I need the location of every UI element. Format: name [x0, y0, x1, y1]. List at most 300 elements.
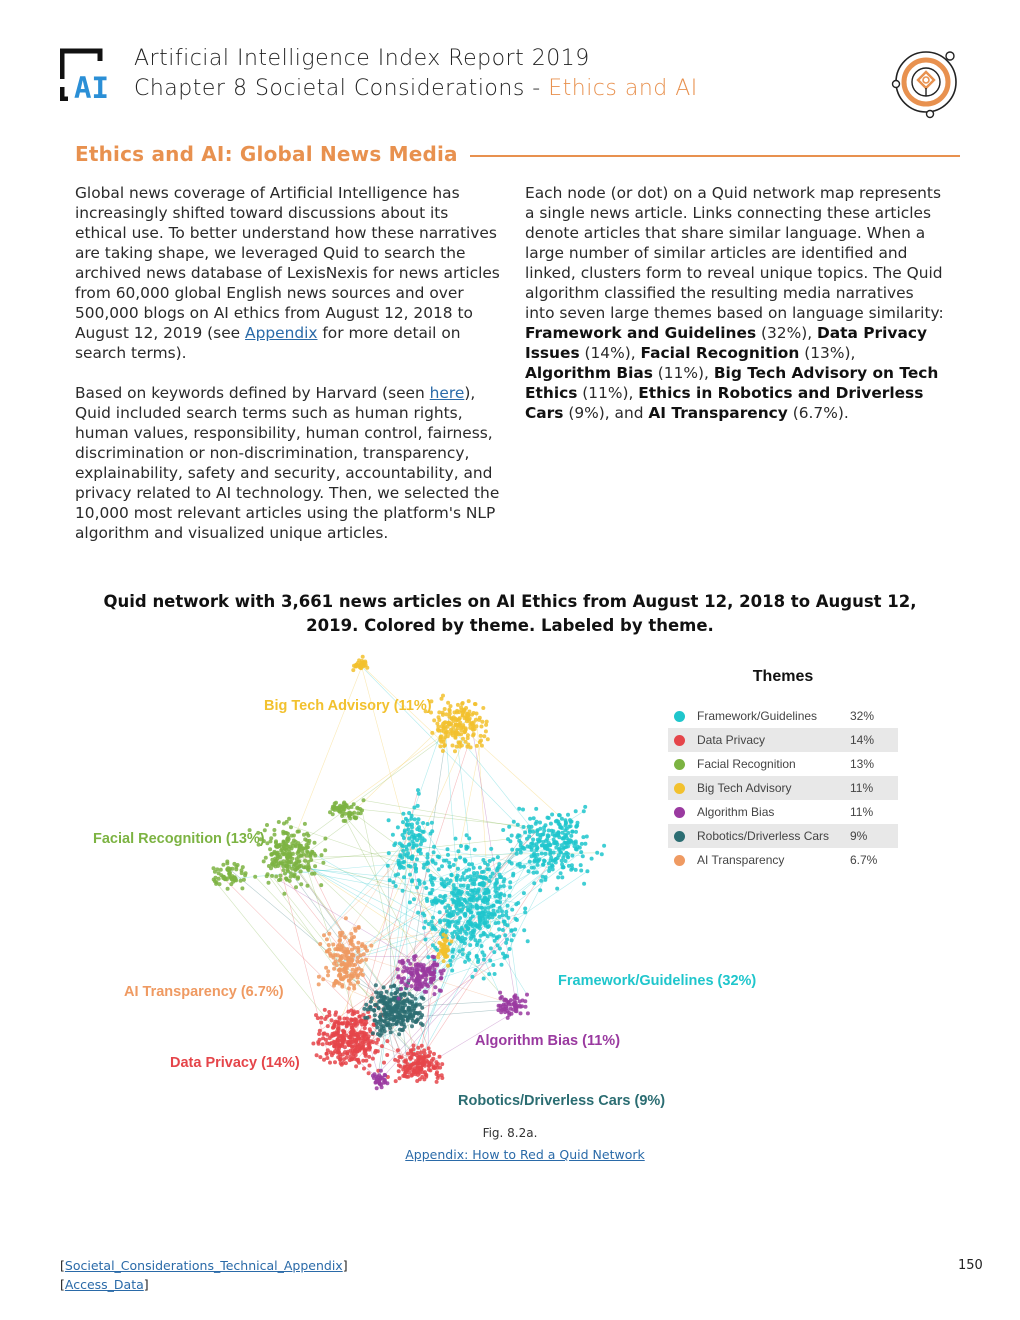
network-node	[375, 1022, 379, 1026]
network-node	[361, 1019, 365, 1023]
network-node	[380, 1044, 384, 1048]
network-node	[492, 912, 496, 916]
network-node	[455, 710, 459, 714]
network-node	[282, 868, 286, 872]
network-node	[450, 920, 454, 924]
network-node	[517, 807, 521, 811]
network-node	[354, 1018, 358, 1022]
network-node	[353, 963, 357, 967]
network-node	[475, 906, 479, 910]
network-node	[417, 792, 421, 796]
network-node	[582, 882, 586, 886]
network-node	[394, 1079, 398, 1083]
network-node	[385, 1023, 389, 1027]
network-node	[394, 884, 398, 888]
network-node	[405, 984, 409, 988]
network-node	[316, 1016, 320, 1020]
network-node	[434, 900, 438, 904]
network-node	[363, 1022, 367, 1026]
network-node	[419, 851, 423, 855]
network-node	[474, 968, 478, 972]
network-node	[363, 945, 367, 949]
theme-privacy: Data Privacy Issues	[525, 324, 927, 362]
network-node	[480, 906, 484, 910]
network-node	[385, 990, 389, 994]
network-node	[452, 715, 456, 719]
network-node	[346, 1010, 350, 1014]
network-node	[422, 926, 426, 930]
network-node	[396, 1048, 400, 1052]
network-node	[478, 882, 482, 886]
network-node	[281, 844, 285, 848]
network-link	[268, 874, 344, 978]
footer-appendix-link[interactable]: Societal_Considerations_Technical_Appendix	[64, 1258, 343, 1273]
network-node	[381, 1001, 385, 1005]
network-node	[392, 843, 396, 847]
network-node	[410, 984, 414, 988]
network-node	[534, 857, 538, 861]
network-node	[478, 866, 482, 870]
network-node	[348, 939, 352, 943]
network-node	[550, 813, 554, 817]
network-node	[469, 910, 473, 914]
network-node	[531, 838, 535, 842]
network-node	[345, 1052, 349, 1056]
network-node	[293, 862, 297, 866]
network-node	[419, 1022, 423, 1026]
network-node	[524, 1005, 528, 1009]
network-node	[429, 878, 433, 882]
network-node	[422, 866, 426, 870]
network-node	[552, 851, 556, 855]
network-node	[425, 983, 429, 987]
report-title: Artificial Intelligence Index Report 2019	[134, 46, 590, 71]
network-node	[354, 1045, 358, 1049]
network-node	[387, 851, 391, 855]
network-node	[469, 907, 473, 911]
network-node	[432, 845, 436, 849]
network-node	[475, 955, 479, 959]
network-node	[403, 1071, 407, 1075]
network-node	[467, 951, 471, 955]
quid-appendix-link[interactable]: Appendix: How to Red a Quid Network	[405, 1147, 645, 1162]
network-node	[328, 1061, 332, 1065]
section-divider	[470, 155, 960, 157]
network-node	[361, 655, 365, 659]
network-node	[498, 947, 502, 951]
network-node	[360, 661, 364, 665]
network-node	[397, 1055, 401, 1059]
network-node	[342, 1030, 346, 1034]
network-node	[467, 868, 471, 872]
network-node	[416, 788, 420, 792]
network-node	[430, 731, 434, 735]
network-node	[461, 701, 465, 705]
theme-facial: Facial Recognition	[640, 344, 800, 362]
network-node	[544, 823, 548, 827]
theme-pct: (6.7%).	[787, 404, 849, 422]
network-node	[361, 1046, 365, 1050]
network-node	[326, 973, 330, 977]
network-node	[559, 825, 563, 829]
network-node	[359, 811, 363, 815]
network-node	[459, 844, 463, 848]
network-node	[229, 882, 233, 886]
network-node	[287, 817, 291, 821]
network-node	[412, 1052, 416, 1056]
network-node	[356, 959, 360, 963]
theme-pct: (32%),	[756, 324, 818, 342]
network-node	[508, 894, 512, 898]
network-node	[502, 919, 506, 923]
network-node	[228, 871, 232, 875]
network-node	[325, 950, 329, 954]
harvard-link[interactable]: here	[429, 384, 465, 402]
network-node	[457, 890, 461, 894]
network-node	[505, 938, 509, 942]
network-node	[284, 876, 288, 880]
network-node	[340, 808, 344, 812]
network-node	[490, 915, 494, 919]
network-node	[408, 873, 412, 877]
network-node	[406, 819, 410, 823]
network-node	[498, 896, 502, 900]
network-node	[483, 932, 487, 936]
network-node	[446, 730, 450, 734]
network-node	[500, 995, 504, 999]
network-node	[585, 835, 589, 839]
footer-link-data-wrap: [Access_Data]	[60, 1277, 149, 1292]
label-privacy: Data Privacy (14%)	[170, 1055, 300, 1071]
network-node	[491, 857, 495, 861]
theme-framework: Framework and Guidelines	[525, 324, 757, 342]
network-node	[318, 942, 322, 946]
network-node	[458, 916, 462, 920]
network-node	[513, 993, 517, 997]
network-node	[368, 1005, 372, 1009]
network-node	[272, 850, 276, 854]
network-node	[493, 889, 497, 893]
network-node	[433, 927, 437, 931]
network-node	[403, 829, 407, 833]
network-node	[439, 989, 443, 993]
network-node	[335, 963, 339, 967]
network-node	[463, 937, 467, 941]
network-node	[397, 1032, 401, 1036]
network-node	[460, 908, 464, 912]
network-node	[232, 862, 236, 866]
network-node	[481, 900, 485, 904]
network-node	[356, 1010, 360, 1014]
network-node	[507, 825, 511, 829]
network-node	[306, 834, 310, 838]
network-node	[396, 976, 400, 980]
network-node	[327, 932, 331, 936]
network-node	[420, 1075, 424, 1079]
network-node	[535, 846, 539, 850]
network-node	[496, 900, 500, 904]
network-node	[281, 832, 285, 836]
legend-name: Data Privacy	[697, 733, 766, 747]
legend-item	[668, 800, 898, 824]
network-node	[313, 841, 317, 845]
network-node	[354, 1053, 358, 1057]
network-node	[448, 709, 452, 713]
network-node	[462, 884, 466, 888]
network-node	[445, 877, 449, 881]
network-node	[465, 891, 469, 895]
network-node	[373, 1051, 377, 1055]
network-node	[583, 842, 587, 846]
network-node	[470, 975, 474, 979]
network-node	[564, 859, 568, 863]
network-node	[325, 1033, 329, 1037]
network-node	[277, 820, 281, 824]
network-node	[311, 1042, 315, 1046]
network-node	[570, 830, 574, 834]
network-node	[476, 889, 480, 893]
network-node	[346, 1021, 350, 1025]
network-node	[333, 1060, 337, 1064]
network-node	[313, 864, 317, 868]
network-node	[385, 1039, 389, 1043]
network-node	[440, 724, 444, 728]
network-node	[510, 834, 514, 838]
network-node	[554, 841, 558, 845]
network-node	[343, 819, 347, 823]
network-node	[543, 852, 547, 856]
network-node	[332, 1024, 336, 1028]
label-transparency: AI Transparency (6.7%)	[124, 984, 284, 1000]
network-node	[376, 1032, 380, 1036]
network-node	[225, 877, 229, 881]
network-node	[415, 886, 419, 890]
legend-item	[668, 824, 898, 848]
network-node	[522, 825, 526, 829]
network-node	[480, 725, 484, 729]
network-node	[464, 845, 468, 849]
network-node	[556, 856, 560, 860]
network-node	[502, 880, 506, 884]
network-node	[420, 1044, 424, 1048]
network-node	[426, 822, 430, 826]
chapter-name: Chapter 8 Societal Considerations -	[134, 76, 549, 101]
network-node	[523, 999, 527, 1003]
network-node	[344, 1056, 348, 1060]
network-node	[331, 1051, 335, 1055]
network-node	[373, 1019, 377, 1023]
chapter-title	[134, 74, 698, 104]
theme-pct: (14%),	[579, 344, 641, 362]
chapter-subsection: Ethics and AI	[548, 76, 698, 101]
network-node	[561, 847, 565, 851]
network-node	[352, 935, 356, 939]
intro-text-end: for more detail on search terms).	[75, 324, 461, 362]
network-node	[420, 1006, 424, 1010]
network-node	[420, 1013, 424, 1017]
network-node	[407, 1006, 411, 1010]
legend-swatch	[674, 855, 685, 866]
network-node	[438, 744, 442, 748]
network-node	[273, 833, 277, 837]
network-node	[395, 1022, 399, 1026]
network-node	[437, 952, 441, 956]
network-node	[483, 912, 487, 916]
network-node	[448, 906, 452, 910]
network-node	[406, 851, 410, 855]
legend-name: Facial Recognition	[697, 757, 796, 771]
network-node	[535, 820, 539, 824]
network-node	[450, 932, 454, 936]
network-node	[333, 802, 337, 806]
network-node	[429, 832, 433, 836]
network-node	[338, 955, 342, 959]
appendix-link[interactable]: Appendix	[245, 324, 318, 342]
network-node	[283, 872, 287, 876]
network-node	[455, 907, 459, 911]
network-node	[308, 855, 312, 859]
legend-swatch	[674, 759, 685, 770]
network-node	[323, 1017, 327, 1021]
keywords-text-end: ), Quid included search terms such as human rights, human values, responsibility, human control, fairness, discrimination or non-discrimination, transparency, explainability, safety and security, accountability, and privacy related to AI technology. Then, we selected the 10,000 most relevant articles using the platform's NLP algorithm and visualized unique articles.	[75, 384, 500, 542]
legend-swatch	[674, 831, 685, 842]
network-node	[579, 869, 583, 873]
network-node	[430, 888, 434, 892]
network-node	[502, 893, 506, 897]
network-node	[317, 982, 321, 986]
network-node	[423, 1060, 427, 1064]
network-node	[436, 1076, 440, 1080]
network-node	[353, 971, 357, 975]
network-node	[253, 875, 257, 879]
network-node	[458, 856, 462, 860]
network-node	[409, 865, 413, 869]
network-node	[325, 1052, 329, 1056]
network-node	[323, 848, 327, 852]
network-node	[337, 1050, 341, 1054]
network-node	[466, 712, 470, 716]
network-node	[348, 964, 352, 968]
network-node	[417, 1055, 421, 1059]
network-node	[335, 947, 339, 951]
network-node	[472, 874, 476, 878]
footer-data-link[interactable]: Access_Data	[64, 1277, 144, 1292]
network-node	[574, 868, 578, 872]
network-node	[265, 841, 269, 845]
network-node	[531, 830, 535, 834]
network-node	[363, 1040, 367, 1044]
network-node	[510, 928, 514, 932]
network-node	[421, 830, 425, 834]
legend-item	[668, 776, 898, 800]
network-node	[321, 977, 325, 981]
network-node	[457, 928, 461, 932]
network-node	[344, 1061, 348, 1065]
network-node	[391, 833, 395, 837]
network-node	[484, 896, 488, 900]
network-node	[410, 1074, 414, 1078]
network-node	[494, 921, 498, 925]
logo-text: AI	[74, 71, 109, 101]
network-node	[507, 1001, 511, 1005]
network-node	[347, 986, 351, 990]
network-node	[527, 825, 531, 829]
network-node	[287, 865, 291, 869]
network-node	[422, 963, 426, 967]
network-node	[447, 920, 451, 924]
network-node	[390, 992, 394, 996]
network-node	[397, 997, 401, 1001]
network-node	[515, 848, 519, 852]
network-node	[226, 887, 230, 891]
network-node	[341, 1052, 345, 1056]
network-node	[374, 983, 378, 987]
network-node	[478, 896, 482, 900]
network-node	[494, 881, 498, 885]
network-node	[520, 1004, 524, 1008]
network-node	[427, 1068, 431, 1072]
network-node	[410, 972, 414, 976]
network-node	[471, 914, 475, 918]
network-node	[342, 801, 346, 805]
network-node	[352, 664, 356, 668]
network-node	[443, 906, 447, 910]
network-node	[484, 729, 488, 733]
network-node	[274, 875, 278, 879]
network-node	[269, 866, 273, 870]
network-node	[453, 924, 457, 928]
network-node	[523, 830, 527, 834]
network-node	[436, 1062, 440, 1066]
label-facial: Facial Recognition (13%)	[93, 831, 265, 847]
network-node	[386, 864, 390, 868]
network-node	[391, 1023, 395, 1027]
theme-transparency: AI Transparency	[648, 404, 788, 422]
network-node	[427, 1064, 431, 1068]
network-node	[305, 850, 309, 854]
network-node	[399, 980, 403, 984]
network-node	[321, 861, 325, 865]
network-node	[581, 854, 585, 858]
network-node	[512, 933, 516, 937]
network-node	[547, 861, 551, 865]
network-node	[498, 875, 502, 879]
network-node	[411, 1047, 415, 1051]
network-node	[479, 734, 483, 738]
network-node	[388, 878, 392, 882]
network-node	[343, 935, 347, 939]
network-node	[532, 816, 536, 820]
network-node	[319, 1016, 323, 1020]
network-node	[526, 1011, 530, 1015]
network-node	[445, 929, 449, 933]
network-node	[379, 1013, 383, 1017]
network-node	[472, 732, 476, 736]
network-node	[265, 874, 269, 878]
network-node	[515, 852, 519, 856]
network-node	[278, 874, 282, 878]
network-node	[424, 886, 428, 890]
network-node	[331, 812, 335, 816]
network-node	[512, 820, 516, 824]
label-framework: Framework/Guidelines (32%)	[558, 973, 757, 989]
network-node	[508, 885, 512, 889]
network-node	[265, 823, 269, 827]
network-node	[408, 1014, 412, 1018]
network-node	[574, 809, 578, 813]
network-node	[446, 725, 450, 729]
network-node	[462, 871, 466, 875]
